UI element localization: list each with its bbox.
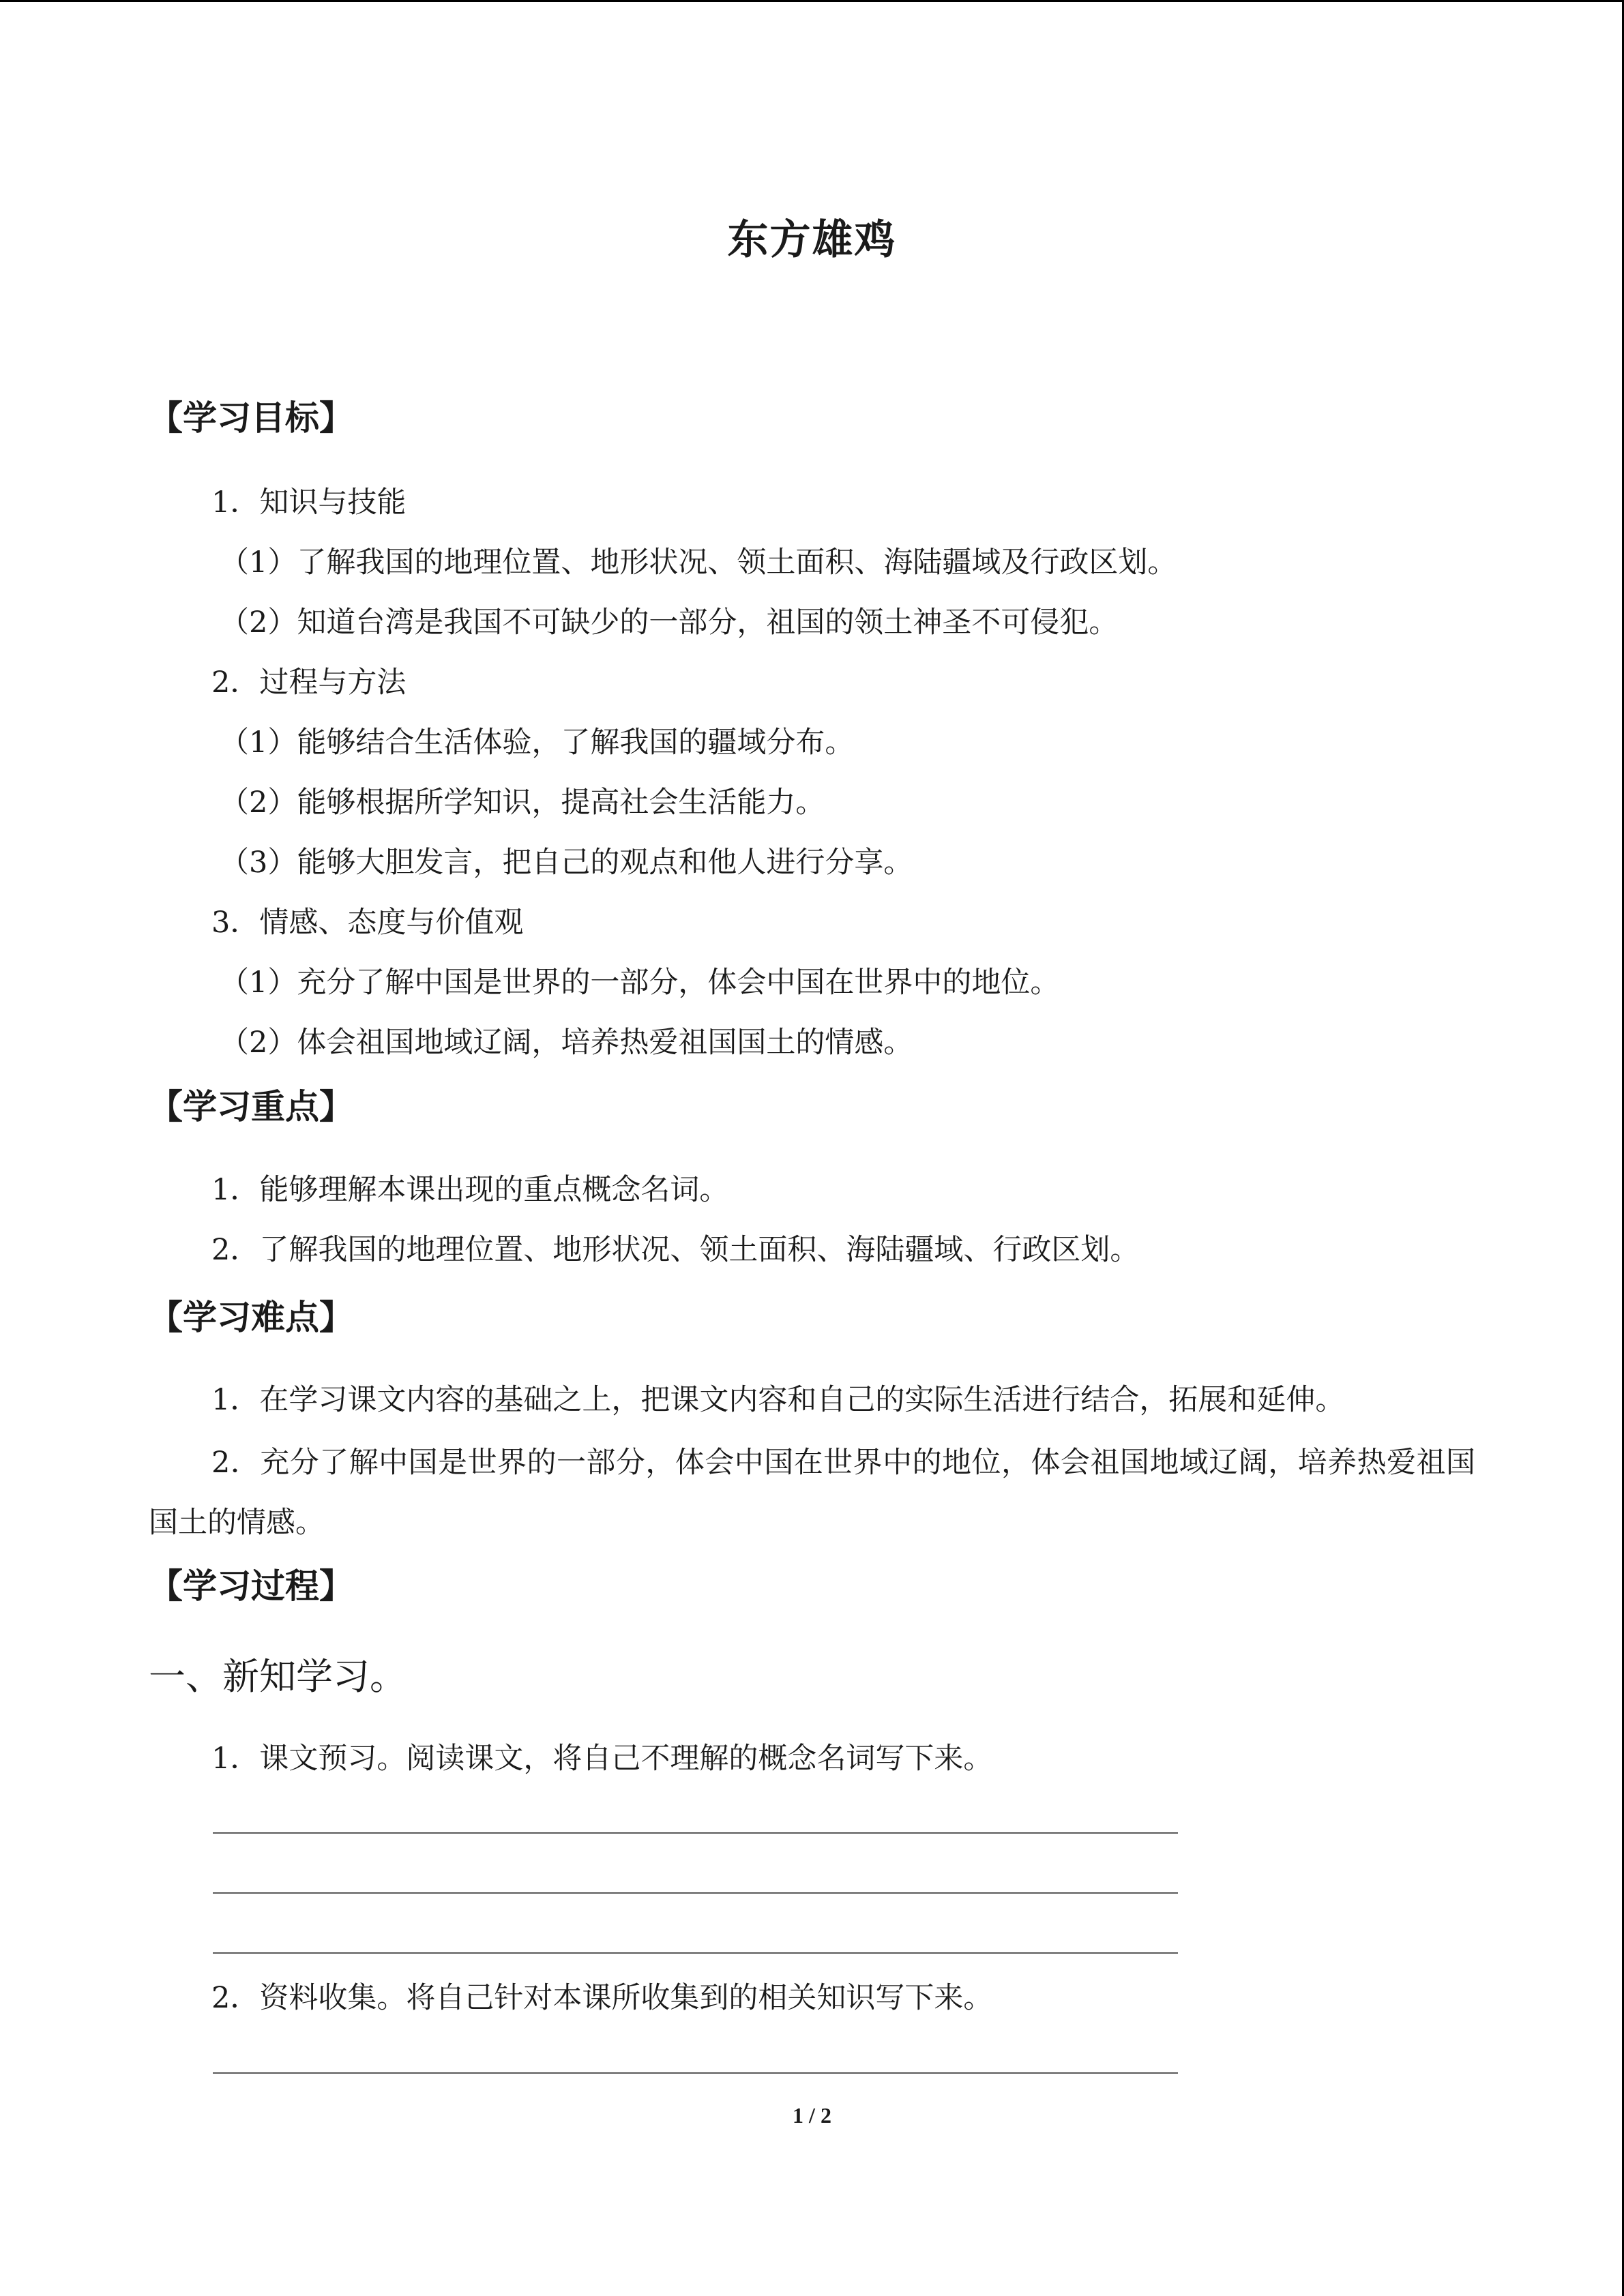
task-2: 2．资料收集。将自己针对本课所收集到的相关知识写下来。 <box>211 1981 993 2015</box>
difficulty-line: 1．在学习课文内容的基础之上，把课文内容和自己的实际生活进行结合，拓展和延伸。 <box>211 1383 1345 1417</box>
process-heading: 【学习过程】 <box>149 1566 353 1606</box>
goal-line: 3．情感、态度与价值观 <box>211 906 524 940</box>
page-border-top <box>0 0 1624 2</box>
page-number: 1 / 2 <box>793 2103 831 2128</box>
goal-line: （2）体会祖国地域辽阔，培养热爱祖国国土的情感。 <box>220 1026 913 1060</box>
difficulty-paragraph: 2．充分了解中国是世界的一部分，体会中国在世界中的地位，体会祖国地域辽阔，培养热爱祖国国土的情感。 <box>149 1446 1475 1540</box>
part-one-title: 一、新知学习。 <box>149 1655 407 1698</box>
goal-line: （3）能够大胆发言，把自己的观点和他人进行分享。 <box>220 846 913 880</box>
key-point-line: 2．了解我国的地理位置、地形状况、领土面积、海陆疆域、行政区划。 <box>211 1233 1140 1267</box>
goal-line: （1）了解我国的地理位置、地形状况、领土面积、海陆疆域及行政区划。 <box>220 546 1177 580</box>
difficulties-heading: 【学习难点】 <box>149 1298 353 1337</box>
answer-line[interactable] <box>213 1952 1178 1954</box>
document-title: 东方雄鸡 <box>727 216 897 264</box>
key-points-heading: 【学习重点】 <box>149 1087 353 1127</box>
goals-heading: 【学习目标】 <box>149 398 353 438</box>
goal-line: （1）能够结合生活体验，了解我国的疆域分布。 <box>220 726 855 760</box>
answer-line[interactable] <box>213 2072 1178 2074</box>
answer-line[interactable] <box>213 1892 1178 1894</box>
task-1: 1．课文预习。阅读课文，将自己不理解的概念名词写下来。 <box>211 1742 993 1776</box>
answer-line[interactable] <box>213 1832 1178 1834</box>
goal-line: （2）能够根据所学知识，提高社会生活能力。 <box>220 786 825 820</box>
goal-line: （2）知道台湾是我国不可缺少的一部分，祖国的领土神圣不可侵犯。 <box>220 606 1119 640</box>
goal-line: 2．过程与方法 <box>211 666 407 700</box>
key-point-line: 1．能够理解本课出现的重点概念名词。 <box>211 1173 729 1207</box>
goal-line: （1）充分了解中国是世界的一部分，体会中国在世界中的地位。 <box>220 966 1060 1000</box>
goal-line: 1．知识与技能 <box>211 486 407 520</box>
